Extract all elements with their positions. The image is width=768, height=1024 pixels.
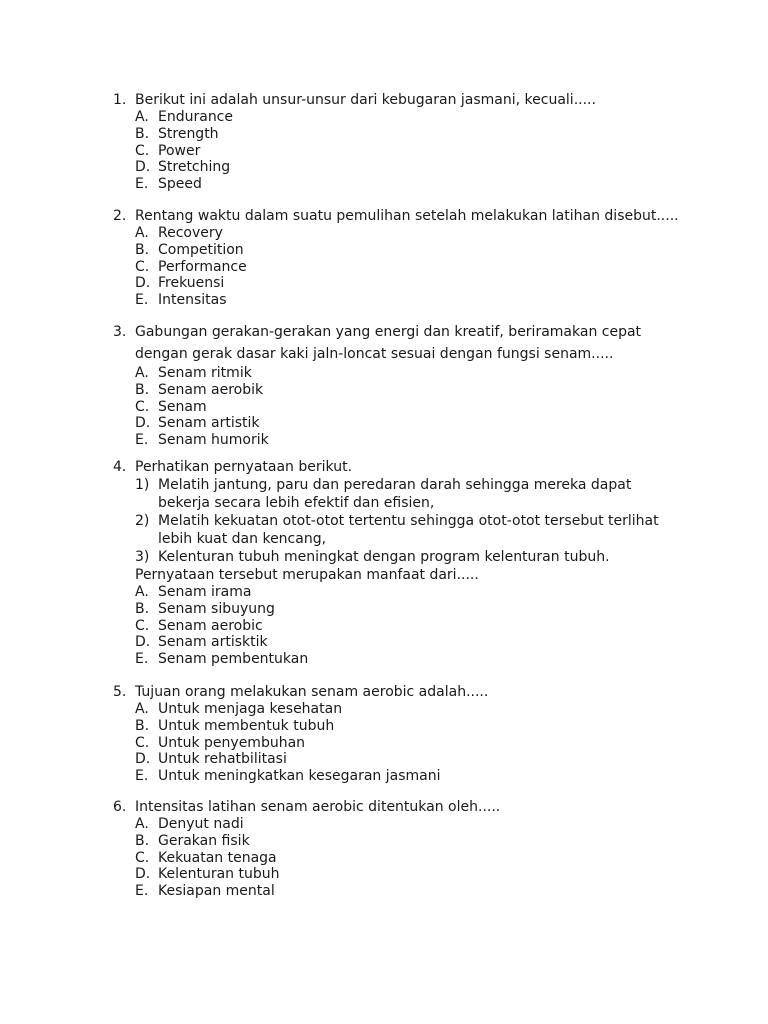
option-c	[113, 850, 713, 867]
option-text: Stretching	[158, 159, 231, 176]
option-letter: A.	[135, 365, 149, 381]
statement-line: Melatih jantung, paru dan peredaran darah sehingga mereka dapat	[158, 477, 632, 493]
option-d	[113, 866, 713, 883]
option-letter: E.	[135, 432, 149, 448]
question-stem	[113, 321, 713, 343]
question-5	[113, 684, 713, 785]
question-number: 4.	[113, 459, 127, 475]
option-letter: A.	[135, 225, 149, 241]
option-letter: C.	[135, 734, 150, 751]
question-4	[113, 459, 713, 668]
statement-number: 3)	[135, 549, 150, 565]
option-letter: B.	[135, 241, 150, 258]
option-e	[113, 768, 713, 785]
question-number: 1.	[113, 92, 127, 108]
option-letter: E.	[135, 651, 149, 667]
question-text: Tujuan orang melakukan senam aerobic adalah.....	[135, 684, 489, 700]
option-text: Senam aerobic	[158, 617, 263, 634]
statement-line: Kelenturan tubuh meningkat dengan program kelenturan tubuh.	[158, 549, 610, 565]
option-c	[113, 618, 713, 635]
option-letter: D.	[135, 415, 151, 432]
option-text: Performance	[158, 258, 247, 275]
option-e	[113, 432, 713, 449]
statement-text	[158, 512, 659, 548]
option-c	[113, 399, 713, 416]
question-prompt: Pernyataan tersebut merupakan manfaat dari.....	[135, 567, 479, 583]
option-text: Endurance	[158, 109, 233, 125]
statement-line: bekerja secara lebih efektif dan efisien,	[158, 495, 435, 511]
option-text: Untuk membentuk tubuh	[158, 717, 335, 734]
statement-number: 1)	[135, 477, 150, 493]
option-letter: D.	[135, 751, 151, 768]
question-text-continued: dengan gerak dasar kaki jaln-loncat sesuai dengan fungsi senam.....	[135, 346, 614, 362]
question-stem	[113, 799, 713, 816]
option-letter: B.	[135, 125, 150, 142]
option-letter: C.	[135, 398, 150, 415]
option-a	[113, 225, 713, 242]
option-letter: E.	[135, 292, 149, 308]
option-letter: C.	[135, 617, 150, 634]
option-letter: D.	[135, 866, 151, 883]
question-number: 3.	[113, 324, 127, 340]
option-text: Kesiapan mental	[158, 883, 275, 899]
option-text: Speed	[158, 176, 202, 192]
option-c	[113, 143, 713, 160]
option-text: Senam ritmik	[158, 365, 252, 381]
option-text: Untuk penyembuhan	[158, 734, 306, 751]
option-text: Power	[158, 142, 201, 159]
question-3	[113, 321, 713, 449]
option-text: Senam irama	[158, 584, 252, 600]
option-b	[113, 126, 713, 143]
option-letter: D.	[135, 634, 151, 651]
question-stem	[113, 684, 713, 701]
option-c	[113, 259, 713, 276]
question-number: 6.	[113, 799, 127, 815]
option-letter: B.	[135, 600, 150, 617]
option-text: Strength	[158, 125, 219, 142]
question-2	[113, 208, 713, 309]
option-letter: E.	[135, 768, 149, 784]
option-c	[113, 735, 713, 752]
option-text: Senam aerobik	[158, 381, 264, 398]
option-text: Intensitas	[158, 292, 227, 308]
option-e	[113, 883, 713, 900]
option-letter: D.	[135, 159, 151, 176]
option-b	[113, 242, 713, 259]
question-text: Berikut ini adalah unsur-unsur dari kebugaran jasmani, kecuali.....	[135, 92, 596, 108]
option-text: Kekuatan tenaga	[158, 849, 277, 866]
option-letter: D.	[135, 275, 151, 292]
option-text: Senam pembentukan	[158, 651, 309, 667]
option-a	[113, 365, 713, 382]
option-d	[113, 415, 713, 432]
option-letter: A.	[135, 584, 149, 600]
option-a	[113, 584, 713, 601]
question-text: Perhatikan pernyataan berikut.	[135, 459, 353, 475]
option-letter: B.	[135, 832, 150, 849]
option-letter: E.	[135, 883, 149, 899]
option-text: Competition	[158, 241, 244, 258]
question-stem	[113, 208, 713, 225]
option-text: Untuk rehatbilitasi	[158, 751, 287, 768]
statement-2	[113, 512, 713, 548]
option-letter: A.	[135, 816, 149, 832]
option-b	[113, 833, 713, 850]
option-text: Untuk meningkatkan kesegaran jasmani	[158, 768, 441, 784]
statement-number: 2)	[135, 513, 150, 529]
option-letter: A.	[135, 701, 149, 717]
statement-line: Melatih kekuatan otot-otot tertentu sehingga otot-otot tersebut terlihat	[158, 513, 659, 529]
option-letter: C.	[135, 258, 150, 275]
option-text: Senam artisktik	[158, 634, 268, 651]
option-b	[113, 382, 713, 399]
question-number: 2.	[113, 208, 127, 224]
option-e	[113, 651, 713, 668]
question-1	[113, 92, 713, 193]
question-stem	[113, 92, 713, 109]
option-text: Recovery	[158, 225, 223, 241]
question-6	[113, 799, 713, 900]
statement-text	[158, 476, 631, 512]
question-text: Rentang waktu dalam suatu pemulihan setelah melakukan latihan disebut.....	[135, 208, 679, 224]
option-text: Denyut nadi	[158, 816, 244, 832]
option-text: Senam artistik	[158, 415, 260, 432]
option-d	[113, 751, 713, 768]
option-d	[113, 275, 713, 292]
option-text: Senam sibuyung	[158, 600, 275, 617]
option-letter: B.	[135, 381, 150, 398]
option-a	[113, 109, 713, 126]
option-a	[113, 701, 713, 718]
option-a	[113, 816, 713, 833]
option-b	[113, 601, 713, 618]
option-letter: A.	[135, 109, 149, 125]
statement-1	[113, 476, 713, 512]
option-b	[113, 718, 713, 735]
option-d	[113, 634, 713, 651]
option-e	[113, 176, 713, 193]
question-text: Intensitas latihan senam aerobic ditentukan oleh.....	[135, 799, 501, 815]
option-letter: B.	[135, 717, 150, 734]
option-d	[113, 159, 713, 176]
question-text: Gabungan gerakan-gerakan yang energi dan kreatif, beriramakan cepat	[135, 324, 642, 340]
statement-text	[158, 548, 610, 566]
question-stem	[113, 459, 713, 476]
statement-line: lebih kuat dan kencang,	[158, 531, 327, 547]
option-text: Frekuensi	[158, 275, 225, 292]
option-text: Untuk menjaga kesehatan	[158, 701, 343, 717]
option-text: Gerakan fisik	[158, 832, 250, 849]
statement-3	[113, 548, 713, 566]
option-text: Senam	[158, 398, 207, 415]
option-text: Senam humorik	[158, 432, 269, 448]
option-e	[113, 292, 713, 309]
option-letter: C.	[135, 849, 150, 866]
question-number: 5.	[113, 684, 127, 700]
option-letter: C.	[135, 142, 150, 159]
option-letter: E.	[135, 176, 149, 192]
option-text: Kelenturan tubuh	[158, 866, 280, 883]
